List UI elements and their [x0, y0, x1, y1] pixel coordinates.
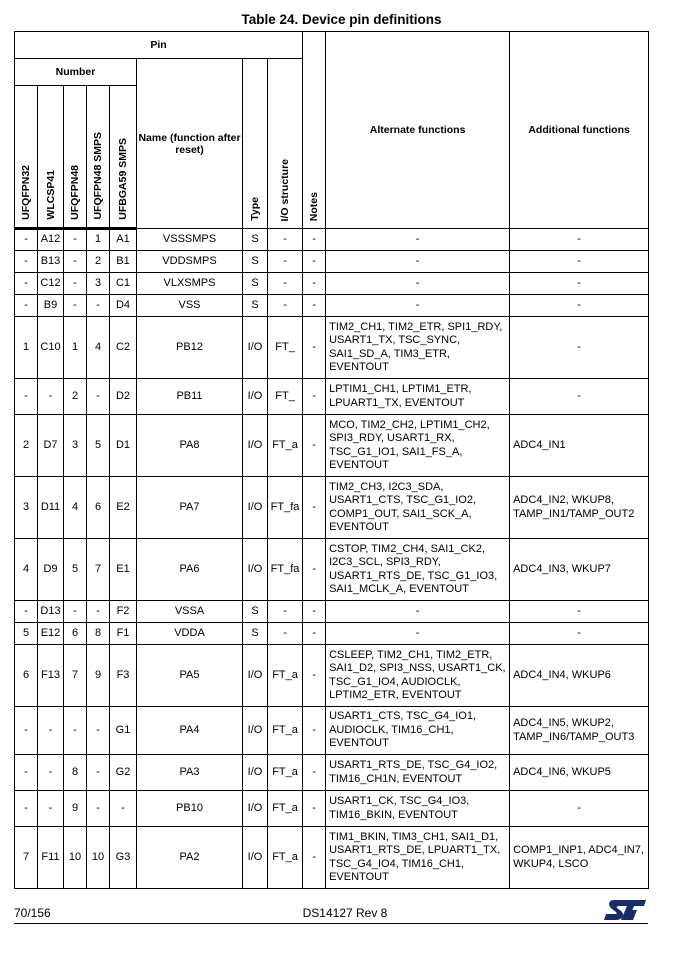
wlcsp41-cell: D9	[38, 539, 64, 601]
ufqfpn48-smps-cell: 2	[87, 251, 110, 273]
alternate-functions-cell: -	[326, 601, 510, 623]
ufqfpn32-cell: -	[15, 791, 38, 827]
wlcsp41-cell: E12	[38, 623, 64, 645]
table-row	[15, 645, 649, 707]
type-cell: I/O	[243, 827, 268, 889]
pin-name-cell: PA5	[137, 645, 243, 707]
type-cell: I/O	[243, 379, 268, 415]
alternate-functions-cell: -	[326, 273, 510, 295]
wlcsp41-cell: D11	[38, 477, 64, 539]
additional-functions-cell: -	[510, 251, 649, 273]
ufqfpn32-cell: -	[15, 601, 38, 623]
additional-functions-cell: -	[510, 229, 649, 251]
ufbga59-smps-cell: E2	[110, 477, 137, 539]
ufqfpn48-cell: -	[64, 707, 87, 755]
notes-cell: -	[303, 273, 326, 295]
io-structure-cell: -	[268, 251, 303, 273]
wlcsp41-cell: D13	[38, 601, 64, 623]
ufqfpn32-cell: 2	[15, 415, 38, 477]
type-cell: I/O	[243, 645, 268, 707]
ufqfpn32-cell: 4	[15, 539, 38, 601]
wlcsp41-cell: -	[38, 379, 64, 415]
pin-name-cell: VSSA	[137, 601, 243, 623]
ufqfpn48-smps-cell: 4	[87, 317, 110, 379]
wlcsp41-cell: B9	[38, 295, 64, 317]
ufbga59-smps-cell: F2	[110, 601, 137, 623]
wlcsp41-cell: C12	[38, 273, 64, 295]
table-row	[15, 755, 649, 791]
pin-name-cell: PA2	[137, 827, 243, 889]
alternate-functions-header: Alternate functions	[326, 32, 510, 229]
ufqfpn48-cell: 6	[64, 623, 87, 645]
ufqfpn48-cell: 8	[64, 755, 87, 791]
notes-cell: -	[303, 623, 326, 645]
ufqfpn48-cell: 9	[64, 791, 87, 827]
alternate-functions-cell: TIM2_CH3, I2C3_SDA, USART1_CTS, TSC_G1_IO2, COMP1_OUT, SAI1_SCK_A, EVENTOUT	[326, 477, 510, 539]
ufbga59-smps-cell: F3	[110, 645, 137, 707]
wlcsp41-cell: C10	[38, 317, 64, 379]
additional-functions-cell: ADC4_IN2, WKUP8, TAMP_IN1/TAMP_OUT2	[510, 477, 649, 539]
alternate-functions-cell: TIM1_BKIN, TIM3_CH1, SAI1_D1, USART1_RTS_DE, LPUART1_TX, TSC_G4_IO4, TIM16_CH1, EVENTOUT	[326, 827, 510, 889]
st-logo	[602, 897, 648, 923]
wlcsp41-cell: A12	[38, 229, 64, 251]
ufqfpn48-smps-cell: -	[87, 707, 110, 755]
io-structure-cell: FT_a	[268, 791, 303, 827]
notes-cell: -	[303, 317, 326, 379]
ufqfpn48-smps-cell: -	[87, 295, 110, 317]
ufqfpn48-cell: 3	[64, 415, 87, 477]
io-structure-cell: FT_fa	[268, 539, 303, 601]
ufqfpn32-cell: -	[15, 707, 38, 755]
table-row	[15, 317, 649, 379]
io-structure-header: I/O structure	[268, 59, 303, 229]
pin-name-cell: VDDA	[137, 623, 243, 645]
type-cell: S	[243, 295, 268, 317]
ufqfpn48-smps-cell: 3	[87, 273, 110, 295]
additional-functions-cell: COMP1_INP1, ADC4_IN7, WKUP4, LSCO	[510, 827, 649, 889]
type-cell: S	[243, 273, 268, 295]
page-number: 70/156	[14, 906, 51, 920]
ufqfpn48-cell: -	[64, 229, 87, 251]
io-structure-cell: FT_a	[268, 755, 303, 791]
table-row	[15, 415, 649, 477]
pin-name-cell: VLXSMPS	[137, 273, 243, 295]
ufqfpn32-cell: -	[15, 229, 38, 251]
alternate-functions-cell: TIM2_CH1, TIM2_ETR, SPI1_RDY, USART1_TX, TSC_SYNC, SAI1_SD_A, TIM3_ETR, EVENTOUT	[326, 317, 510, 379]
pin-name-cell: VDDSMPS	[137, 251, 243, 273]
alternate-functions-cell: CSLEEP, TIM2_CH1, TIM2_ETR, SAI1_D2, SPI3_NSS, USART1_CK, TSC_G1_IO4, AUDIOCLK, LPTIM2_ETR, EVENTOUT	[326, 645, 510, 707]
io-structure-cell: FT_a	[268, 707, 303, 755]
type-cell: S	[243, 229, 268, 251]
alternate-functions-cell: LPTIM1_CH1, LPTIM1_ETR, LPUART1_TX, EVENTOUT	[326, 379, 510, 415]
pin-name-cell: VSSSMPS	[137, 229, 243, 251]
ufqfpn48-smps-cell: 7	[87, 539, 110, 601]
io-structure-cell: FT_	[268, 379, 303, 415]
notes-header: Notes	[303, 32, 326, 229]
pin-name-cell: PB11	[137, 379, 243, 415]
ufqfpn48-smps-header: UFQFPN48 SMPS	[87, 86, 110, 229]
type-cell: I/O	[243, 707, 268, 755]
type-cell: I/O	[243, 755, 268, 791]
pin-name-cell: PB10	[137, 791, 243, 827]
ufqfpn32-cell: -	[15, 251, 38, 273]
ufbga59-smps-cell: E1	[110, 539, 137, 601]
document-id: DS14127 Rev 8	[302, 906, 388, 920]
pin-header: Pin	[15, 32, 303, 59]
notes-cell: -	[303, 827, 326, 889]
table-row	[15, 539, 649, 601]
ufqfpn48-smps-cell: -	[87, 755, 110, 791]
ufbga59-smps-cell: F1	[110, 623, 137, 645]
ufqfpn32-cell: 7	[15, 827, 38, 889]
ufqfpn48-cell: -	[64, 601, 87, 623]
type-cell: S	[243, 251, 268, 273]
ufbga59-smps-cell: A1	[110, 229, 137, 251]
notes-cell: -	[303, 601, 326, 623]
ufqfpn32-cell: 5	[15, 623, 38, 645]
io-structure-cell: FT_	[268, 317, 303, 379]
ufqfpn48-cell: -	[64, 295, 87, 317]
ufbga59-smps-cell: D4	[110, 295, 137, 317]
additional-functions-cell: -	[510, 317, 649, 379]
ufqfpn32-cell: 1	[15, 317, 38, 379]
ufqfpn48-smps-cell: -	[87, 601, 110, 623]
alternate-functions-cell: USART1_CK, TSC_G4_IO3, TIM16_BKIN, EVENTOUT	[326, 791, 510, 827]
notes-cell: -	[303, 645, 326, 707]
io-structure-cell: -	[268, 229, 303, 251]
table-row	[15, 601, 649, 623]
io-structure-cell: FT_fa	[268, 477, 303, 539]
notes-cell: -	[303, 755, 326, 791]
alternate-functions-cell: -	[326, 623, 510, 645]
wlcsp41-cell: -	[38, 791, 64, 827]
notes-cell: -	[303, 295, 326, 317]
notes-cell: -	[303, 251, 326, 273]
ufqfpn32-header: UFQFPN32	[15, 86, 38, 229]
ufbga59-smps-cell: B1	[110, 251, 137, 273]
table-row	[15, 827, 649, 889]
type-cell: I/O	[243, 477, 268, 539]
pin-name-cell: PA4	[137, 707, 243, 755]
ufqfpn48-smps-cell: -	[87, 379, 110, 415]
ufqfpn48-smps-cell: 5	[87, 415, 110, 477]
additional-functions-cell: -	[510, 273, 649, 295]
ufqfpn48-cell: -	[64, 273, 87, 295]
ufbga59-smps-cell: D1	[110, 415, 137, 477]
table-row	[15, 295, 649, 317]
ufqfpn32-cell: -	[15, 273, 38, 295]
type-cell: S	[243, 601, 268, 623]
table-title: Table 24. Device pin definitions	[241, 12, 442, 27]
additional-functions-cell: -	[510, 601, 649, 623]
io-structure-cell: FT_a	[268, 827, 303, 889]
ufqfpn32-cell: -	[15, 295, 38, 317]
ufqfpn48-cell: 4	[64, 477, 87, 539]
pin-definitions-table	[14, 31, 649, 889]
pin-name-cell: PA6	[137, 539, 243, 601]
type-cell: I/O	[243, 415, 268, 477]
type-cell: I/O	[243, 791, 268, 827]
ufqfpn48-cell: -	[64, 251, 87, 273]
type-header: Type	[243, 59, 268, 229]
type-cell: I/O	[243, 539, 268, 601]
additional-functions-cell: ADC4_IN3, WKUP7	[510, 539, 649, 601]
notes-cell: -	[303, 707, 326, 755]
pin-name-cell: PA3	[137, 755, 243, 791]
notes-cell: -	[303, 477, 326, 539]
pin-name-cell: PB12	[137, 317, 243, 379]
table-row	[15, 251, 649, 273]
ufqfpn48-smps-cell: -	[87, 791, 110, 827]
ufbga59-smps-cell: G1	[110, 707, 137, 755]
alternate-functions-cell: MCO, TIM2_CH2, LPTIM1_CH2, SPI3_RDY, USART1_RX, TSC_G1_IO1, SAI1_FS_A, EVENTOUT	[326, 415, 510, 477]
ufqfpn48-cell: 7	[64, 645, 87, 707]
wlcsp41-cell: -	[38, 707, 64, 755]
wlcsp41-cell: -	[38, 755, 64, 791]
additional-functions-cell: -	[510, 791, 649, 827]
ufqfpn48-smps-cell: 1	[87, 229, 110, 251]
table-row	[15, 273, 649, 295]
ufqfpn48-cell: 10	[64, 827, 87, 889]
alternate-functions-cell: -	[326, 295, 510, 317]
ufqfpn32-cell: 3	[15, 477, 38, 539]
footer-divider	[14, 923, 648, 924]
io-structure-cell: -	[268, 623, 303, 645]
pin-rows	[15, 229, 649, 889]
io-structure-cell: FT_a	[268, 645, 303, 707]
ufbga59-smps-header: UFBGA59 SMPS	[110, 86, 137, 229]
wlcsp41-cell: D7	[38, 415, 64, 477]
io-structure-cell: -	[268, 273, 303, 295]
pin-name-cell: VSS	[137, 295, 243, 317]
ufqfpn48-smps-cell: 6	[87, 477, 110, 539]
table-row	[15, 791, 649, 827]
ufqfpn32-cell: -	[15, 379, 38, 415]
notes-cell: -	[303, 229, 326, 251]
notes-cell: -	[303, 415, 326, 477]
ufqfpn48-smps-cell: 10	[87, 827, 110, 889]
notes-cell: -	[303, 379, 326, 415]
additional-functions-cell: ADC4_IN1	[510, 415, 649, 477]
ufqfpn48-cell: 1	[64, 317, 87, 379]
ufbga59-smps-cell: C2	[110, 317, 137, 379]
additional-functions-cell: -	[510, 623, 649, 645]
alternate-functions-cell: USART1_CTS, TSC_G4_IO1, AUDIOCLK, TIM16_CH1, EVENTOUT	[326, 707, 510, 755]
ufqfpn32-cell: 6	[15, 645, 38, 707]
alternate-functions-cell: CSTOP, TIM2_CH4, SAI1_CK2, I2C3_SCL, SPI3_RDY, USART1_RTS_DE, TSC_G1_IO3, SAI1_MCLK_A, EVENTOUT	[326, 539, 510, 601]
io-structure-cell: -	[268, 295, 303, 317]
alternate-functions-cell: -	[326, 229, 510, 251]
ufbga59-smps-cell: G3	[110, 827, 137, 889]
ufqfpn48-smps-cell: 9	[87, 645, 110, 707]
table-row	[15, 477, 649, 539]
pin-name-cell: PA7	[137, 477, 243, 539]
wlcsp41-cell: F11	[38, 827, 64, 889]
additional-functions-cell: -	[510, 295, 649, 317]
type-cell: I/O	[243, 317, 268, 379]
number-header: Number	[15, 59, 137, 86]
name-header: Name (function after reset)	[137, 59, 243, 229]
ufbga59-smps-cell: C1	[110, 273, 137, 295]
ufqfpn48-smps-cell: 8	[87, 623, 110, 645]
additional-functions-cell: ADC4_IN5, WKUP2, TAMP_IN6/TAMP_OUT3	[510, 707, 649, 755]
io-structure-cell: FT_a	[268, 415, 303, 477]
io-structure-cell: -	[268, 601, 303, 623]
wlcsp41-cell: B13	[38, 251, 64, 273]
additional-functions-cell: ADC4_IN6, WKUP5	[510, 755, 649, 791]
table-row	[15, 623, 649, 645]
table-row	[15, 229, 649, 251]
ufqfpn48-cell: 5	[64, 539, 87, 601]
notes-cell: -	[303, 539, 326, 601]
ufqfpn48-header: UFQFPN48	[64, 86, 87, 229]
table-row	[15, 379, 649, 415]
ufqfpn32-cell: -	[15, 755, 38, 791]
ufbga59-smps-cell: D2	[110, 379, 137, 415]
notes-cell: -	[303, 791, 326, 827]
alternate-functions-cell: -	[326, 251, 510, 273]
alternate-functions-cell: USART1_RTS_DE, TSC_G4_IO2, TIM16_CH1N, EVENTOUT	[326, 755, 510, 791]
additional-functions-cell: -	[510, 379, 649, 415]
wlcsp41-header: WLCSP41	[38, 86, 64, 229]
ufbga59-smps-cell: -	[110, 791, 137, 827]
type-cell: S	[243, 623, 268, 645]
additional-functions-cell: ADC4_IN4, WKUP6	[510, 645, 649, 707]
ufbga59-smps-cell: G2	[110, 755, 137, 791]
pin-name-cell: PA8	[137, 415, 243, 477]
wlcsp41-cell: F13	[38, 645, 64, 707]
ufqfpn48-cell: 2	[64, 379, 87, 415]
table-row	[15, 707, 649, 755]
additional-functions-header: Additional functions	[510, 32, 649, 229]
